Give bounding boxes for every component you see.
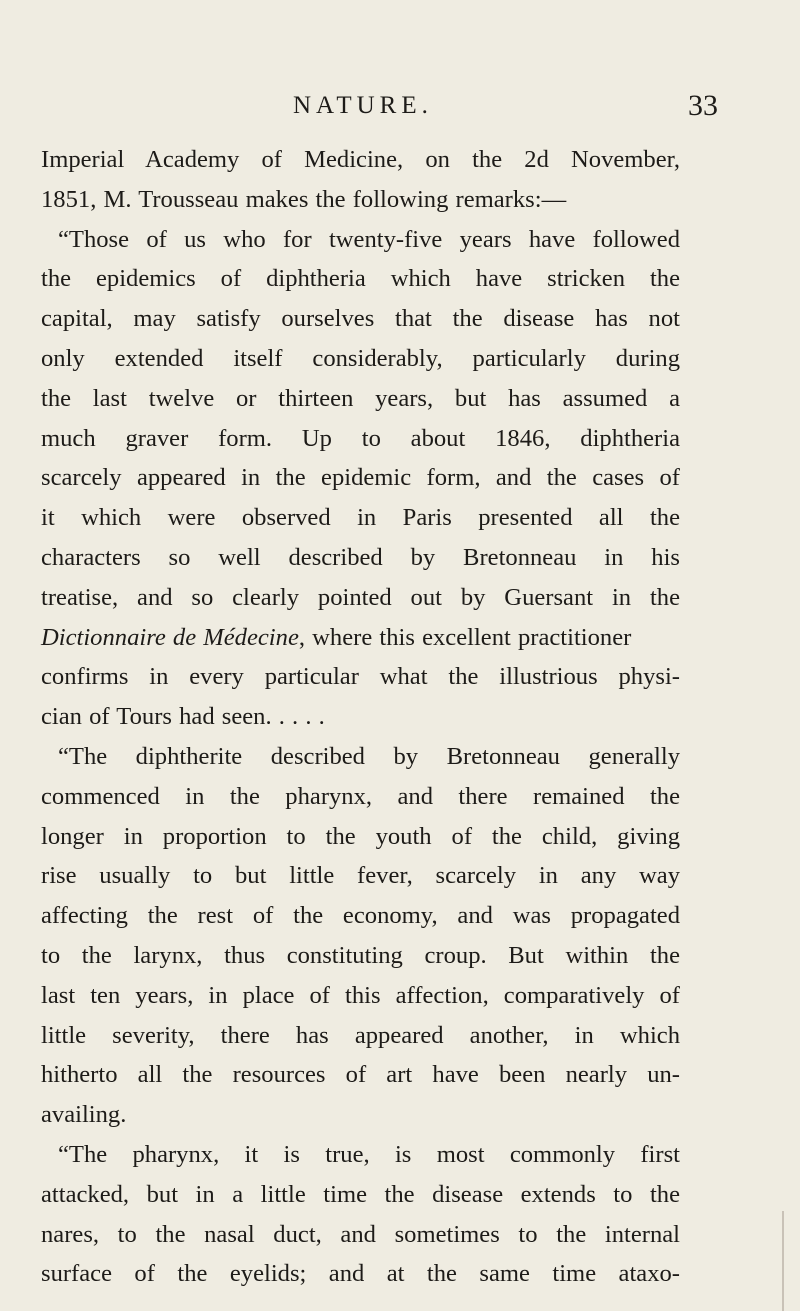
text-line: surface of the eyelids; and at the same time ataxo- <box>41 1260 680 1288</box>
text-line: attacked, but in a little time the disease extends to the <box>41 1180 680 1208</box>
text-line: availing. <box>41 1101 127 1129</box>
page-number: 33 <box>688 89 718 122</box>
page-edge-mark <box>782 1211 784 1311</box>
text-line: “The diphtherite described by Bretonneau generally <box>58 742 680 770</box>
text-line: rise usually to but little fever, scarcely in any way <box>41 862 680 890</box>
running-head: NATURE. <box>293 92 433 119</box>
text-line <box>41 618 680 658</box>
text-line: the epidemics of diphtheria which have stricken the <box>41 265 680 293</box>
text-line: last ten years, in place of this affection, comparatively of <box>41 981 680 1009</box>
text-line: confirms in every particular what the illustrious physi- <box>41 663 680 691</box>
text-line: scarcely appeared in the epidemic form, and the cases of <box>41 464 680 492</box>
text-line: it which were observed in Paris presented all the <box>41 504 680 532</box>
text-line: 1851, M. Trousseau makes the following remarks:— <box>41 185 567 213</box>
text-line: Imperial Academy of Medicine, on the 2d November, <box>41 146 680 173</box>
text-line: capital, may satisfy ourselves that the disease has not <box>41 305 680 333</box>
text-line: commenced in the pharynx, and there remained the <box>41 782 680 810</box>
text-line: the last twelve or thirteen years, but has assumed a <box>41 384 680 412</box>
text-line: “Those of us who for twenty-five years have followed <box>58 225 680 253</box>
page-header <box>0 89 800 132</box>
text-line-continuation: , where this excellent practitioner <box>298 623 632 651</box>
book-title: Dictionnaire de Médecine <box>41 623 299 651</box>
text-line: cian of Tours had seen. . . . . <box>41 703 325 731</box>
text-line: nares, to the nasal duct, and sometimes to the internal <box>41 1220 680 1248</box>
text-line: “The pharynx, it is true, is most commonly first <box>58 1140 680 1168</box>
text-line: characters so well described by Bretonneau in his <box>41 543 680 571</box>
body-text <box>41 140 680 1294</box>
text-line: only extended itself considerably, particularly during <box>41 344 680 372</box>
text-line: little severity, there has appeared another, in which <box>41 1021 680 1049</box>
text-line: treatise, and so clearly pointed out by Guersant in the <box>41 583 680 611</box>
text-line: longer in proportion to the youth of the child, giving <box>41 822 680 850</box>
text-line: much graver form. Up to about 1846, diphtheria <box>41 424 680 452</box>
text-line: affecting the rest of the economy, and was propagated <box>41 902 680 930</box>
text-line: hitherto all the resources of art have been nearly un- <box>41 1061 680 1089</box>
text-line: to the larynx, thus constituting croup. But within the <box>41 941 680 969</box>
